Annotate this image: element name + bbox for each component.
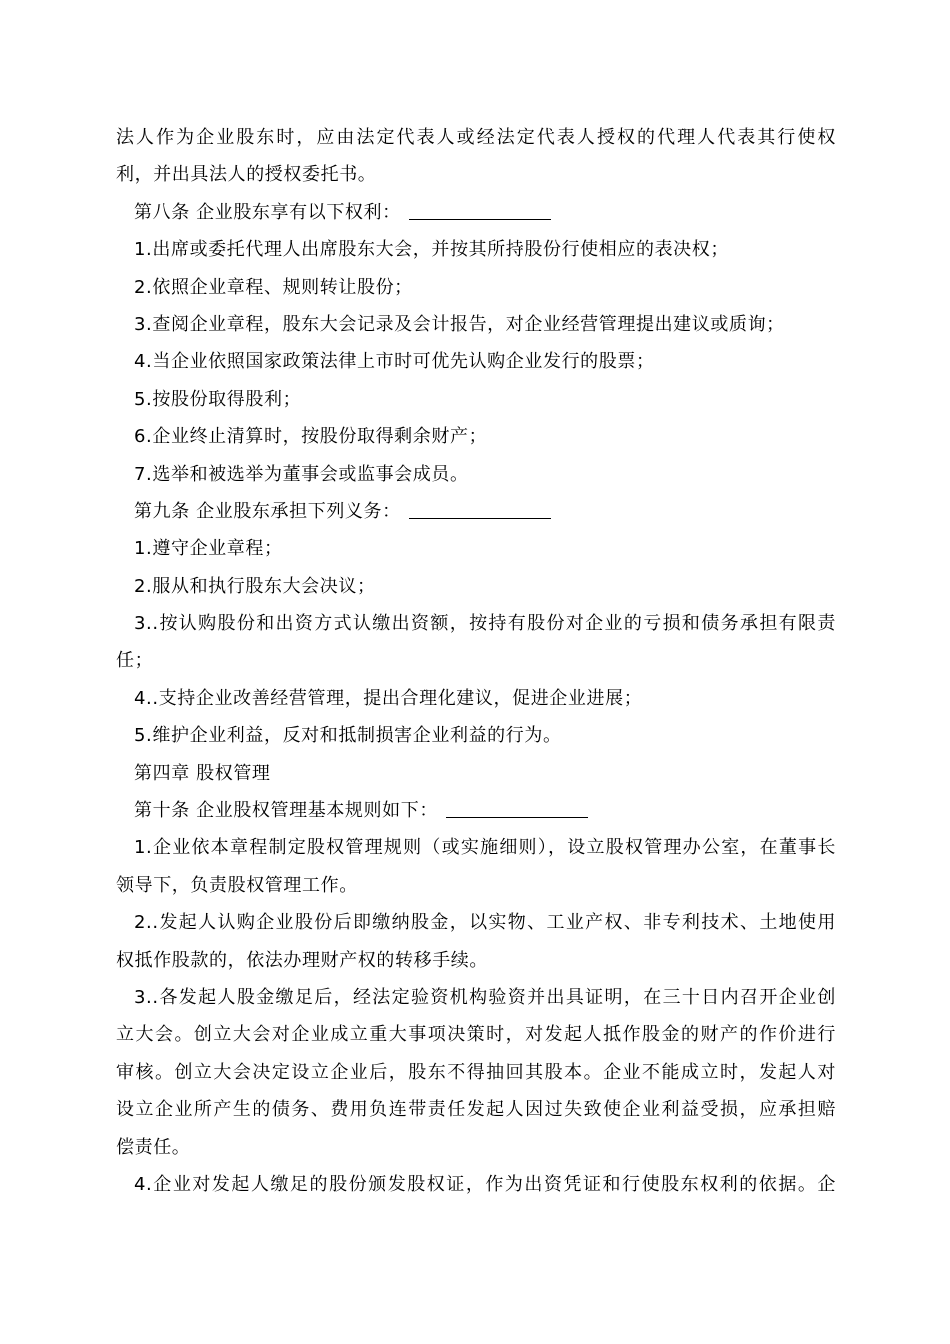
- list-item: 2.依照企业章程、规则转让股份；: [134, 276, 413, 298]
- list-item: 5.按股份取得股利；: [134, 388, 302, 410]
- article-heading-text: 第十条 企业股权管理基本规则如下：: [134, 800, 438, 822]
- list-item: 1.企业依本章程制定股权管理规则（或实施细则），设立股权管理办公室，在董事长: [134, 837, 836, 859]
- list-item: 3..各发起人股金缴足后，经法定验资机构验资并出具证明，在三十日内召开企业创: [134, 986, 836, 1008]
- list-item: 4.企业对发起人缴足的股份颁发股权证，作为出资凭证和行使股东权利的依据。企: [134, 1173, 836, 1195]
- list-item: 1.出席或委托代理人出席股东大会，并按其所持股份行使相应的表决权；: [134, 239, 729, 261]
- list-item: 3..按认购股份和出资方式认缴出资额，按持有股份对企业的亏损和债务承担有限责: [134, 613, 836, 635]
- list-item-continuation: 立大会。创立大会对企业成立重大事项决策时，对发起人抵作股金的财产的作价进行: [116, 1024, 836, 1046]
- list-item-continuation: 任；: [116, 650, 154, 672]
- fill-in-blank: [446, 799, 588, 818]
- list-item-continuation: 审核。创立大会决定设立企业后，股东不得抽回其股本。企业不能成立时，发起人对: [116, 1061, 836, 1083]
- chapter-heading: 第四章 股权管理: [134, 762, 271, 784]
- article-heading-8: [116, 194, 836, 231]
- fill-in-blank: [409, 201, 551, 220]
- document-body: [116, 119, 836, 1203]
- list-item: 3.查阅企业章程，股东大会记录及会计报告，对企业经营管理提出建议或质询；: [134, 313, 785, 335]
- list-item: 5.维护企业利益，反对和抵制损害企业利益的行为。: [134, 725, 562, 747]
- paragraph-line: 法人作为企业股东时，应由法定代表人或经法定代表人授权的代理人代表其行使权: [116, 127, 836, 148]
- article-heading-text: 第八条 企业股东享有以下权利：: [134, 201, 401, 223]
- paragraph-line: 利，并出具法人的授权委托书。: [116, 164, 377, 186]
- article-heading-text: 第九条 企业股东承担下列义务：: [134, 500, 401, 522]
- fill-in-blank: [409, 500, 551, 519]
- list-item-continuation: 权抵作股款的，依法办理财产权的转移手续。: [116, 949, 488, 971]
- list-item-continuation: 设立企业所产生的债务、费用负连带责任发起人因过失致使企业利益受损，应承担赔: [116, 1099, 836, 1121]
- list-item-continuation: 领导下，负责股权管理工作。: [116, 874, 358, 896]
- list-item: 2..发起人认购企业股份后即缴纳股金，以实物、工业产权、非专利技术、土地使用: [134, 912, 836, 934]
- list-item: 2.服从和执行股东大会决议；: [134, 575, 376, 597]
- list-item: 6.企业终止清算时，按股份取得剩余财产；: [134, 426, 488, 448]
- list-item: 4..支持企业改善经营管理，提出合理化建议，促进企业进展；: [134, 687, 643, 709]
- list-item: 7.选举和被选举为董事会或监事会成员。: [134, 463, 469, 485]
- list-item: 1.遵守企业章程；: [134, 538, 283, 560]
- list-item: 4.当企业依照国家政策法律上市时可优先认购企业发行的股票；: [134, 351, 655, 373]
- article-heading-9: [116, 493, 836, 530]
- list-item-continuation: 偿责任。: [116, 1136, 191, 1158]
- article-heading-10: [116, 792, 836, 829]
